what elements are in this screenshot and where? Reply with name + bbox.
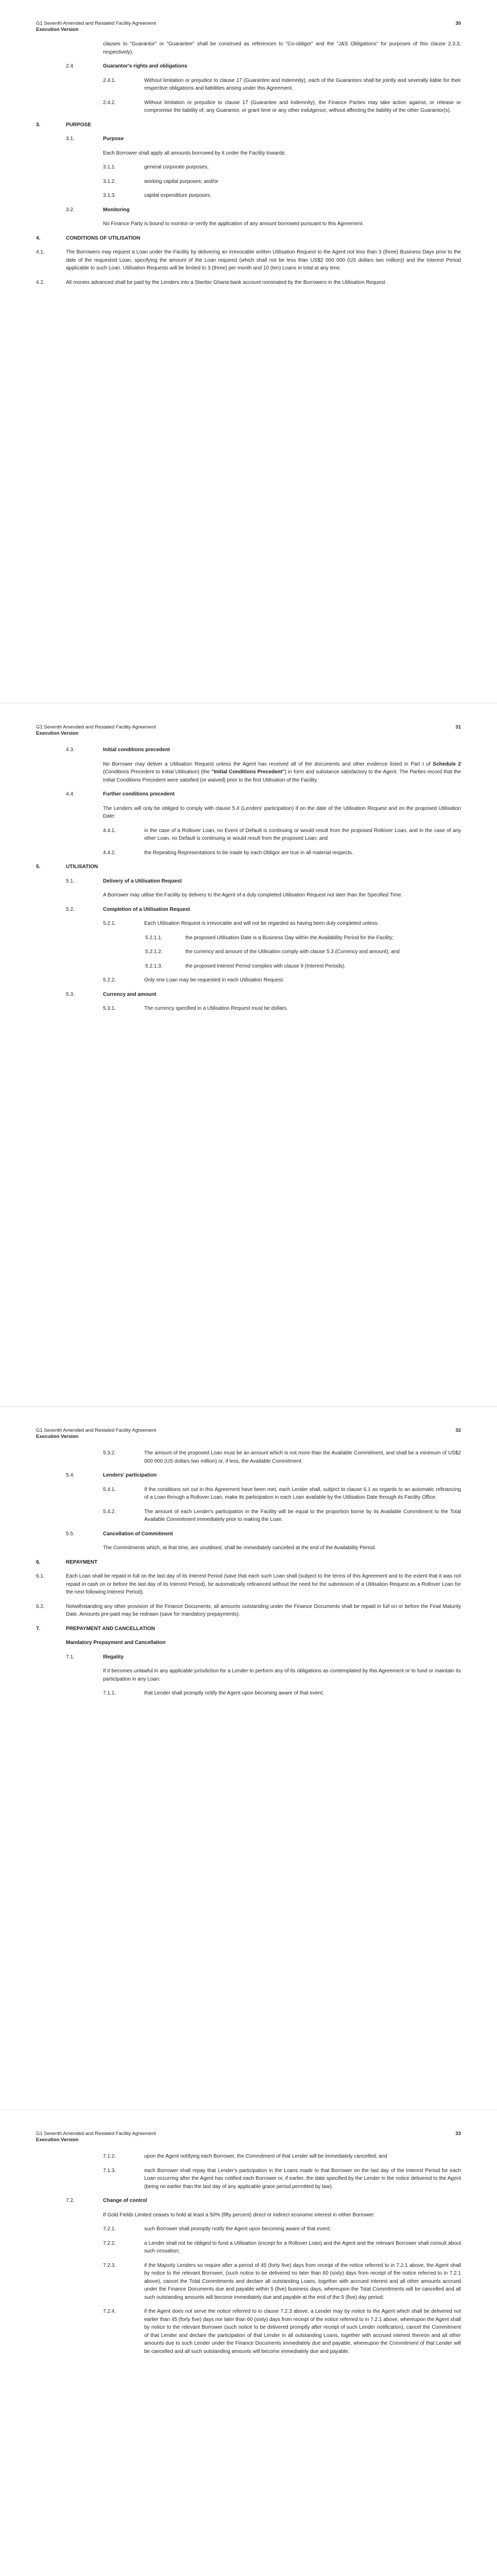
clause-text: in the case of a Rollover Loan, no Event of Default is continuing or would result from the proposed Rollover Loan, and in the case of any other Loan, no Default is continuing or would result from the proposed Loan; and — [144, 827, 461, 841]
document-page-30 — [0, 0, 497, 703]
clause-heading: Change of control — [103, 2198, 147, 2204]
clause-number: 7.2.4. — [103, 2309, 116, 2314]
clause-text: capital expenditure purposes. — [144, 193, 212, 198]
clause-text: that Lender shall promptly notify the Agent upon becoming aware of that event; — [144, 1690, 324, 1696]
clause-number: 4.3. — [66, 747, 75, 753]
clause-number: 5.5. — [66, 1531, 75, 1537]
clause-5-4 — [36, 1471, 461, 1480]
clause-number: 4.4. — [66, 791, 75, 797]
document-page-33 — [0, 2110, 497, 2576]
clause-7-1-3 — [36, 2167, 461, 2191]
header-version: Execution Version — [36, 2137, 79, 2143]
clause-7-2 — [36, 2197, 461, 2205]
document-page-31 — [0, 703, 497, 1406]
paragraph: The Commitments which, at that time, are unutilised, shall be immediately cancelled at the end of the Availability Period. — [103, 1545, 376, 1551]
clause-text: if the Agent does not serve the notice referred to in clause 7.2.3 above, a Lender may by notice to the Agent which shall be delivered not earlier than 45 (forty five) days nor later than 60 (sixty) days from receipt of the notice referred to in 7.2.1 above, whereupon the Agent shall by notice to the relevant Borrower (such notice to be delivered promptly after receipt of such Lender notification), cancel the Commitment of that Lender and declare the participation of that Lender in all outstanding Loans, together with accrued interest thereon and all other amounts due to such Lender under the Finance Documents immediately due and payable, whereupon the Commitment of that Lender will be cancelled and all such outstanding amounts will become immediately due and payable. — [144, 2309, 461, 2354]
page-body — [36, 746, 461, 1019]
text-run-bold: "Initial Conditions Precedent" — [211, 769, 285, 775]
clause-heading: Purpose — [103, 136, 124, 142]
clause-heading: Completion of a Utilisation Request — [103, 906, 190, 912]
clause-3-1-2 — [36, 178, 461, 186]
clause-4-4 — [36, 790, 461, 799]
paragraph: clauses to "Guarantor" or "Guarantee" shall be construed as references to "Co-obligor" and the "J&S Obligations" for purposes of this clause 2.3.3, respectively). — [103, 41, 461, 55]
page-number: 33 — [455, 2131, 461, 2137]
section-heading: UTILISATION — [66, 864, 98, 870]
clause-text: the currency and amount of the Utilisation comply with clause 5.3 (Currency and amount); and — [185, 949, 400, 955]
clause-number: 7.1.3. — [103, 2167, 116, 2174]
paragraph: The Lenders will only be obliged to comply with clause 5.4 (Lenders' participation) if on the date of the Utilisation Request and on the proposed Utilisation Date: — [103, 805, 461, 819]
clause-5-3 — [36, 991, 461, 999]
header-version: Execution Version — [36, 731, 79, 737]
page-header — [36, 21, 461, 33]
clause-number: 7.1.1. — [103, 1690, 116, 1696]
text-run: ) in form and substance satisfactory to the Agent. The Parties record that the Initial Conditions Precedent were satisfied (or waived) prior to the first Utilisation of the Facility. — [103, 769, 461, 783]
clause-5-2-1 — [36, 920, 461, 928]
clause-heading: Currency and amount — [103, 991, 157, 997]
clause-6-2 — [36, 1603, 461, 1619]
clause-number: 3.2. — [66, 207, 75, 213]
clause-number: 7.1. — [66, 1654, 75, 1660]
header-version: Execution Version — [36, 27, 79, 33]
clause-5-3-1 — [36, 1005, 461, 1013]
clause-text: The Borrowers may request a Loan under the Facility by delivering an irrevocable written Utilisation Request to the Agent not less than 3 (three) Business Days prior to the date of the requested Loan, specifying the amount of the Loan required (which shall not be less than US$2 000 000 (US dollars two million)) and the Interest Period applicable to such Loan. Utilisation Requests will be limited to 3 (three) per month and 10 (ten) Loans in total at any time. — [66, 249, 461, 271]
clause-text: general corporate purposes; — [144, 164, 209, 170]
clause-text: working capital purposes; and/or — [144, 178, 218, 184]
header-title: G1 Seventh Amended and Restated Facility Agreement — [36, 1428, 156, 1433]
document-page-32 — [0, 1406, 497, 2110]
clause-number: 3.1.2. — [103, 178, 116, 184]
sub-heading: Mandatory Prepayment and Cancellation — [66, 1640, 166, 1646]
clause-number: 5.2.2. — [103, 977, 116, 983]
clause-number: 5.2.1. — [103, 921, 116, 926]
section-heading: PREPAYMENT AND CANCELLATION — [66, 1625, 155, 1632]
clause-number: 5.3. — [66, 991, 75, 997]
clause-number: 5. — [36, 864, 41, 870]
section-heading: CONDITIONS OF UTILISATION — [66, 235, 141, 241]
clause-3-1-1 — [36, 163, 461, 172]
clause-7-2-3 — [36, 2262, 461, 2302]
clause-text: Notwithstanding any other provision of the Finance Documents, all amounts outstanding under the Finance Documents shall be repaid in full on or before the Final Maturity Date. Amounts pre-paid may be redrawn (save for mandatory prepayments). — [66, 1603, 461, 1617]
clause-number: 3.1. — [66, 136, 75, 142]
clause-4-4-2 — [36, 849, 461, 857]
clause-7-2-2 — [36, 2240, 461, 2256]
header-title: G1 Seventh Amended and Restated Facility Agreement — [36, 2131, 156, 2137]
clause-number: 6.2. — [36, 1603, 45, 1609]
clause-7-1-1 — [36, 1689, 461, 1698]
clause-number: 5.1. — [66, 878, 75, 884]
clause-number: 5.2. — [66, 906, 75, 912]
clause-5-2-2 — [36, 976, 461, 985]
paragraph-initial-conditions — [103, 760, 461, 785]
clause-5 — [36, 863, 461, 871]
page-number: 30 — [455, 21, 461, 26]
clause-number: 4. — [36, 235, 41, 241]
clause-5-2-1-3 — [36, 962, 461, 971]
clause-text: upon the Agent notifying each Borrower, the Commitment of that Lender will be immediately cancelled; and — [144, 2154, 387, 2159]
clause-number: 5.4.1. — [103, 1486, 116, 1493]
section-heading: PURPOSE — [66, 122, 91, 128]
clause-text: All monies advanced shall be paid by the Lenders into a Stanbic Ghana bank account nominated by the Borrowers in the Utilisation Request. — [66, 279, 387, 285]
clause-number: 7.2.3. — [103, 2262, 116, 2268]
clause-text: The currency specified in a Utilisation Request must be dollars. — [144, 1006, 288, 1011]
paragraph: Each Borrower shall apply all amounts borrowed by it under the Facility towards: — [103, 150, 286, 156]
clause-number: 3.1.1. — [103, 164, 116, 170]
clause-number: 4.4.1. — [103, 827, 116, 834]
clause-number: 5.2.1.1. — [145, 935, 163, 941]
clause-number: 2.4.2. — [103, 99, 116, 106]
header-version: Execution Version — [36, 1434, 79, 1440]
paragraph: A Borrower may utilise the Facility by delivery to the Agent of a duly completed Utilisation Request not later than the Specified Time. — [103, 892, 403, 898]
page-body — [36, 1449, 461, 1704]
clause-number: 7.2.1. — [103, 2226, 116, 2232]
clause-4-1 — [36, 248, 461, 273]
clause-text: the proposed Interest Period complies with clause 9 (Interest Periods). — [185, 963, 346, 969]
clause-number: 7. — [36, 1625, 41, 1632]
page-number: 32 — [455, 1428, 461, 1433]
clause-number: 4.1. — [36, 249, 45, 255]
clause-5-2-1-1 — [36, 934, 461, 942]
clause-6-1 — [36, 1572, 461, 1597]
clause-text: such Borrower shall promptly notify the Agent upon becoming aware of that event; — [144, 2226, 331, 2232]
clause-number: 6.1. — [36, 1573, 45, 1579]
clause-text: if the Majority Lenders so require after a period of 45 (forty five) days from receipt of the notice referred to in 7.2.1 above, the Agent shall by notice to the relevant Borrower, (such notice to be delivered no later than 60 (sixty) days from receipt of the notice referred to in 7.2.1 above), cancel the Total Commitments and declare all outstanding Loans, together with accrued interest and all other amounts accrued under the Finance Documents due and payable within 5 (five) business days, whereupon the Total Commitments will be cancelled and all such outstanding amounts will become immediately due and payable at the end of the 5 (five) day period; — [144, 2262, 461, 2300]
clause-7-1 — [36, 1653, 461, 1662]
clause-heading: Initial conditions precedent — [103, 747, 170, 753]
clause-6 — [36, 1558, 461, 1567]
clause-heading: Guarantor's rights and obligations — [103, 63, 187, 69]
clause-heading: Further conditions precedent — [103, 791, 175, 797]
clause-3 — [36, 121, 461, 129]
clause-number: 5.4. — [66, 1472, 75, 1478]
page-header — [36, 1428, 461, 1440]
text-run-bold: Schedule 2 — [433, 761, 461, 767]
clause-number: 5.3.1. — [103, 1006, 116, 1011]
clause-number: 4.2. — [36, 279, 45, 285]
clause-heading: Illegality — [103, 1654, 124, 1660]
clause-5-5 — [36, 1530, 461, 1538]
text-run: No Borrower may deliver a Utilisation Request unless the Agent has received all of the documents and other evidence listed in Part I of — [103, 761, 433, 767]
clause-text: Without limitation or prejudice to clause 17 (Guarantee and Indemnity), the Finance Parties may take action against, or release or compromise the liability of, any Guarantor, or grant time or any other indulgence, without affecting the liability of the other Guarantor(s). — [144, 99, 461, 113]
clause-number: 2.4.1. — [103, 77, 116, 83]
clause-3-1 — [36, 135, 461, 143]
clause-heading: Delivery of a Utilisation Request — [103, 878, 182, 884]
clause-4-2 — [36, 279, 461, 287]
clause-text: Only one Loan may be requested in each Utilisation Request. — [144, 977, 284, 983]
page-body — [36, 40, 461, 293]
clause-5-1 — [36, 877, 461, 886]
clause-number: 7.2.2. — [103, 2240, 116, 2246]
clause-text: The amount of the proposed Loan must be an amount which is not more than the Available Commitment, and shall be a minimum of US$2 000 000 (US dollars two million) or, if less, the Available Commitment. — [144, 1450, 461, 1464]
clause-5-4-2 — [36, 1508, 461, 1524]
clause-4-4-1 — [36, 827, 461, 843]
clause-text: The amount of each Lender's participation in the Facility will be equal to the proportion borne by its Available Commitment to the Total Available Commitment immediately prior to making the Loan. — [144, 1509, 461, 1522]
clause-number: 2.4. — [66, 63, 75, 69]
clause-2-4-1 — [36, 77, 461, 93]
clause-3-1-3 — [36, 192, 461, 200]
clause-number: 5.2.1.2. — [145, 949, 163, 955]
clause-heading: Lenders' participation — [103, 1472, 157, 1478]
paragraph: If Gold Fields Limited ceases to hold at least a 50% (fifty percent) direct or indirect economic interest in either Borrower: — [103, 2212, 375, 2218]
header-title: G1 Seventh Amended and Restated Facility Agreement — [36, 21, 156, 26]
clause-text: the Repeating Representations to be made by each Obligor are true in all material respects. — [144, 850, 353, 856]
clause-2-4-2 — [36, 99, 461, 115]
page-body — [36, 2153, 461, 2362]
clause-5-2 — [36, 906, 461, 914]
page-number: 31 — [455, 724, 461, 730]
clause-text: Each Utilisation Request is irrevocable and will not be regarded as having been duly completed unless: — [144, 921, 379, 926]
clause-3-2 — [36, 206, 461, 214]
text-run: (Conditions Precedent to Initial Utilisation) (the — [103, 769, 212, 775]
clause-text: each Borrower shall repay that Lender's participation in the Loans made to that Borrower on the last day of the Interest Period for each Loan occurring after the Agent has notified each Borrower or, if earlier, the date specified by the Lender in the notice delivered to the Agent (being no earlier than the last day of any applicable grace period permitted by law). — [144, 2167, 461, 2190]
clause-4-3 — [36, 746, 461, 754]
clause-number: 4.4.2. — [103, 850, 116, 856]
clause-heading: Cancellation of Commitment — [103, 1531, 173, 1537]
clause-5-3-2 — [36, 1449, 461, 1465]
clause-2-4 — [36, 62, 461, 71]
clause-7-1-2 — [36, 2153, 461, 2161]
clause-text: If the conditions set out in this Agreement have been met, each Lender shall, subject to clause 6.1 as regards to an automatic refinancing of a Loan through a Rollover Loan, make its participation in each Loan available by the Utilisation Date through its Facility Office. — [144, 1486, 461, 1500]
clause-7-2-1 — [36, 2225, 461, 2233]
clause-heading: Monitoring — [103, 207, 130, 213]
clause-5-2-1-2 — [36, 948, 461, 956]
clause-number: 6. — [36, 1559, 41, 1565]
clause-text: the proposed Utilisation Date is a Business Day within the Availability Period for the Facility; — [185, 935, 394, 941]
section-heading: REPAYMENT — [66, 1559, 98, 1565]
clause-number: 5.4.2. — [103, 1509, 116, 1515]
header-title: G1 Seventh Amended and Restated Facility Agreement — [36, 724, 156, 730]
clause-number: 5.3.2. — [103, 1450, 116, 1456]
clause-text: a Lender shall not be obliged to fund a Utilisation (except for a Rollover Loan) and the Agent and the relevant Borrower shall consult about such cessation; — [144, 2240, 461, 2254]
paragraph: No Finance Party is bound to monitor or verify the application of any amount borrowed pursuant to this Agreement. — [103, 221, 364, 227]
clause-number: 5.2.1.3. — [145, 963, 163, 969]
page-header — [36, 2131, 461, 2144]
clause-5-4-1 — [36, 1486, 461, 1502]
clause-number: 3.1.3. — [103, 193, 116, 198]
clause-7 — [36, 1625, 461, 1633]
clause-number: 7.1.2. — [103, 2154, 116, 2159]
clause-4 — [36, 234, 461, 243]
page-header — [36, 724, 461, 737]
clause-number: 7.2. — [66, 2198, 75, 2204]
clause-number: 3. — [36, 122, 41, 128]
clause-7-2-4 — [36, 2308, 461, 2355]
paragraph: If it becomes unlawful in any applicable jurisdiction for a Lender to perform any of its obligations as contemplated by this Agreement or to fund or maintain its participation in any Loan: — [103, 1668, 461, 1682]
clause-text: Each Loan shall be repaid in full on the last day of its Interest Period (save that each such Loan shall (subject to the terms of this Agreement and to the extent that it was not repaid in cash on or before the last day of its Interest Period), be automatically refinanced without the need for the submission of a Utilisation Request as a Rollover Loan for the next following Interest Period). — [66, 1573, 461, 1595]
clause-text: Without limitation or prejudice to clause 17 (Guarantee and Indemnity), each of the Guarantors shall be jointly and severally liable for their respective obligations and liabilities arising under this Agreement. — [144, 77, 461, 91]
